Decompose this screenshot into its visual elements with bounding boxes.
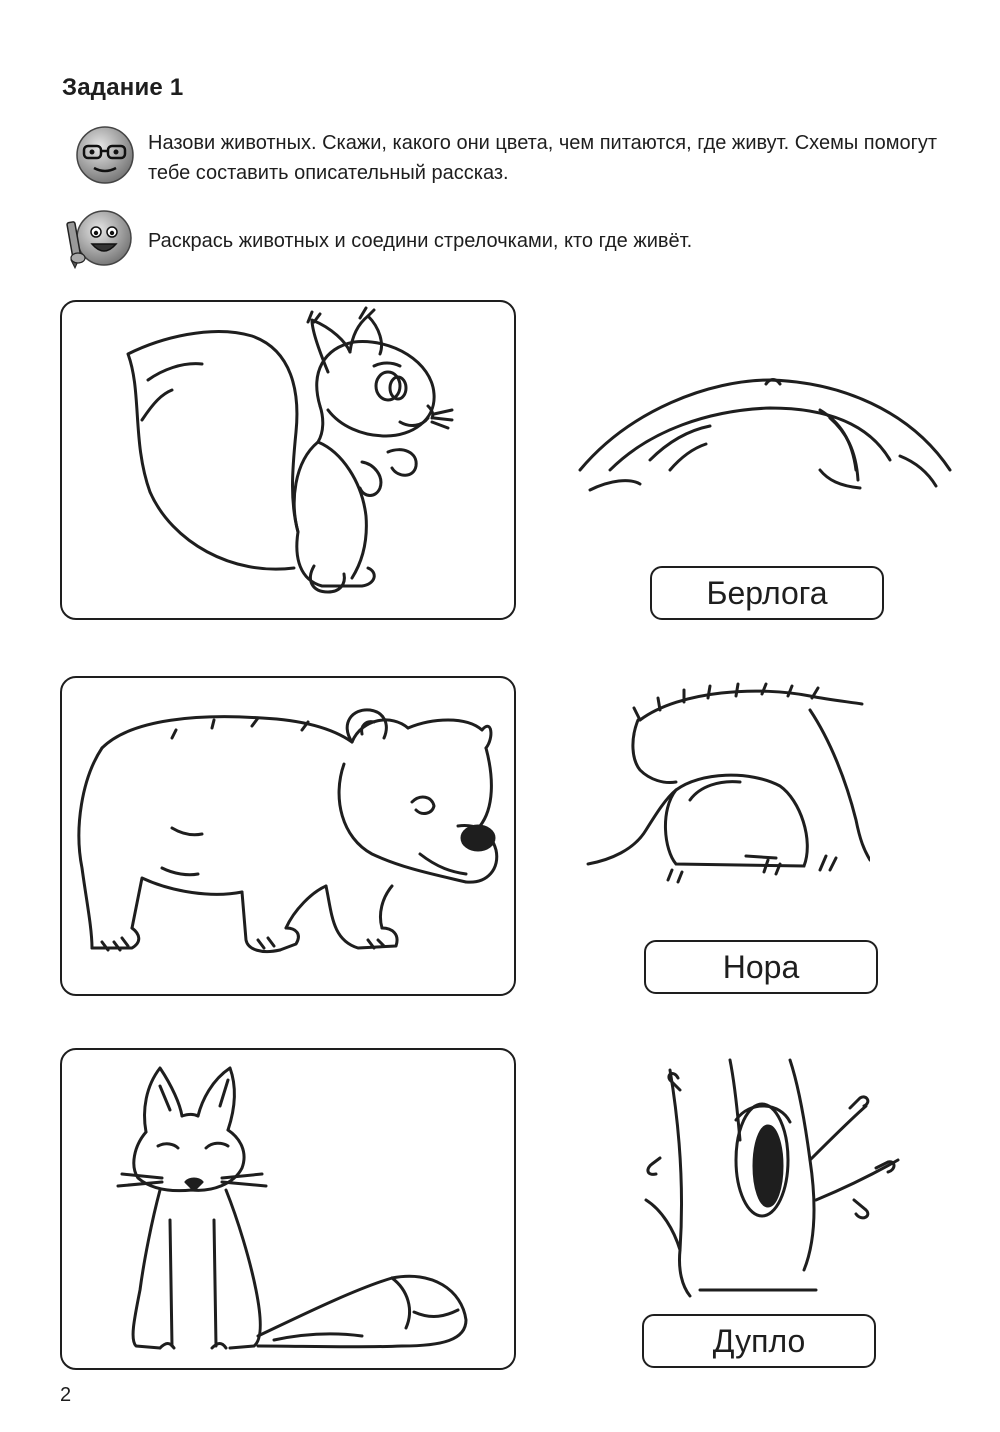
home-label-burrow[interactable]: Нора xyxy=(644,940,878,994)
home-label-den[interactable]: Берлога xyxy=(650,566,884,620)
instruction-text-2: Раскрась животных и соедини стрелочками, кто где живёт. xyxy=(148,230,693,252)
task-title: Задание 1 xyxy=(62,74,184,101)
home-label-hollow[interactable]: Дупло xyxy=(642,1314,876,1368)
bear-drawing-icon xyxy=(62,678,514,994)
instruction-text-1: Назови животных. Скажи, какого они цвета, чем питаются, где живут. Схемы помогут тебе составить описательный рассказ. xyxy=(148,132,938,184)
burrow-drawing-icon xyxy=(580,680,870,910)
smiley-glasses-icon xyxy=(70,120,140,190)
den-drawing-icon xyxy=(570,360,960,510)
animal-card-bear xyxy=(60,676,516,996)
fox-drawing-icon xyxy=(62,1050,514,1368)
animal-card-squirrel xyxy=(60,300,516,620)
page-number: 2 xyxy=(60,1384,72,1406)
tree-hollow-drawing-icon xyxy=(640,1050,910,1300)
animal-card-fox xyxy=(60,1048,516,1370)
squirrel-drawing-icon xyxy=(62,302,514,618)
smiley-pencil-icon xyxy=(64,204,134,274)
